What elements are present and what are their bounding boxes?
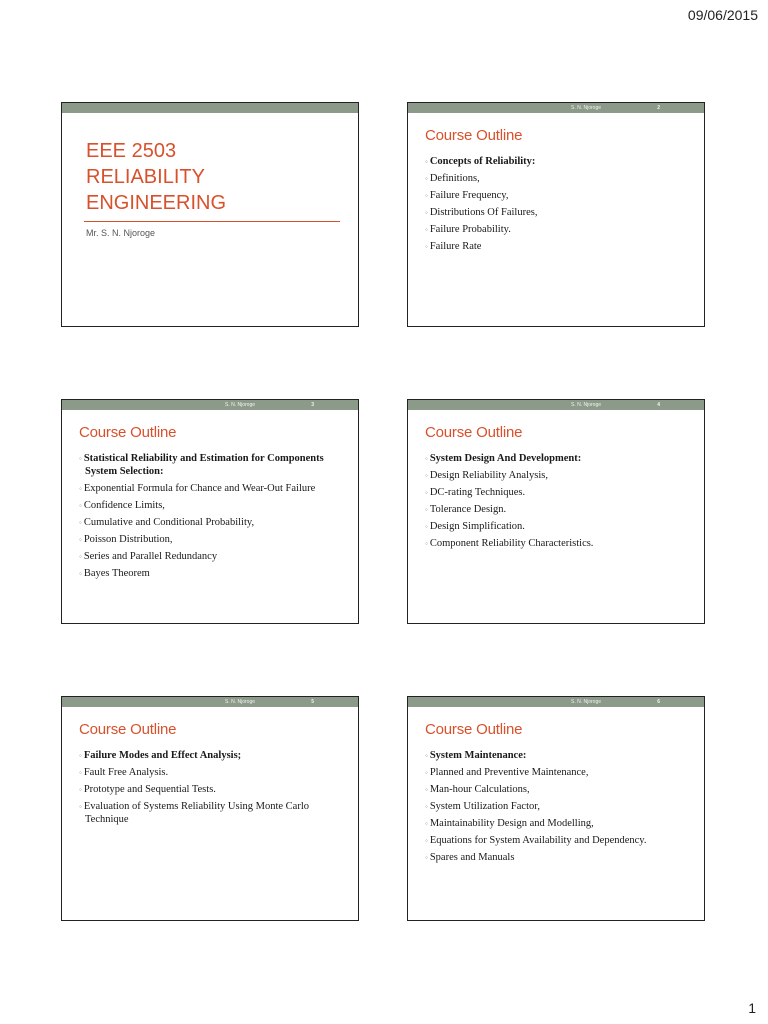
bullet-item: ◦ Man-hour Calculations, [425,784,530,795]
slide-header-bar [408,103,704,113]
bullet-item: ◦ Spares and Manuals [425,852,515,863]
bullet-item: ◦ Exponential Formula for Chance and Wear-Out Failure [79,483,316,494]
slide-header-bar [408,697,704,707]
bullet-item: ◦ System Utilization Factor, [425,801,540,812]
title-line: EEE 2503 [86,140,177,162]
bullet-item: ◦ Confidence Limits, [79,500,165,511]
slide-header-bar [408,400,704,410]
bullet-list [425,452,693,550]
slide-number: 2 [657,105,660,111]
bullet-item: ◦ Prototype and Sequential Tests. [79,784,216,795]
slide-title [86,138,358,216]
bullet-item: ◦ Failure Probability. [425,224,511,235]
bullet-list [425,155,693,253]
slide-4 [407,399,705,624]
bullet-item: ◦ Series and Parallel Redundancy [79,551,218,562]
bullet-list [79,452,347,580]
bullet-item: ◦ DC-rating Techniques. [425,487,526,498]
bullet-item: ◦ Design Reliability Analysis, [425,470,548,481]
slide-header-bar [62,697,358,707]
slide-header-bar [62,400,358,410]
title-slide [61,102,359,327]
bullet-item: ◦ Distributions Of Failures, [425,207,538,218]
slide-heading: Course Outline [425,424,523,441]
title-divider [84,221,340,222]
bullet-item: ◦ Failure Rate [425,241,482,252]
bullet-item: ◦ Bayes Theorem [79,568,150,579]
bullet-item: ◦ Failure Frequency, [425,190,509,201]
slide-heading: Course Outline [79,721,177,738]
bullet-item: ◦ Maintainability Design and Modelling, [425,818,594,829]
bullet-item: ◦ Planned and Preventive Maintenance, [425,767,589,778]
slide-6 [407,696,705,921]
bullet-list [425,749,693,864]
bullet-list [79,749,347,826]
slide-5 [61,696,359,921]
page-date: 09/06/2015 [687,7,758,23]
bullet-item: ◦ Evaluation of Systems Reliability Using Monte Carlo Technique [79,801,309,825]
slide-3 [61,399,359,624]
bullet-item: ◦ Tolerance Design. [425,504,507,515]
slide-heading: Course Outline [425,127,523,144]
slide-number: 3 [311,402,314,408]
slide-header-bar [62,103,358,113]
bullet-item: ◦ Design Simplification. [425,521,525,532]
slide-author: S. N. Njoroge [225,699,256,705]
bullet-item: ◦ Cumulative and Conditional Probability, [79,517,255,528]
bullet-item: ◦ System Maintenance: [425,750,527,761]
slide-heading: Course Outline [425,721,523,738]
bullet-item: ◦ Equations for System Availability and Dependency. [425,835,647,846]
bullet-item: ◦ Statistical Reliability and Estimation for Components System Selection: [79,453,324,477]
slide-number: 4 [657,402,660,408]
slide-number: 6 [657,699,660,705]
page-number: 1 [748,1000,756,1016]
bullet-item: ◦ Component Reliability Characteristics. [425,538,594,549]
slide-number: 5 [311,699,314,705]
slide-author: S. N. Njoroge [571,402,602,408]
title-line: RELIABILITY [86,166,205,188]
slide-author: S. N. Njoroge [225,402,256,408]
slide-subtitle: Mr. S. N. Njoroge [86,228,156,238]
bullet-item: ◦ Poisson Distribution, [79,534,173,545]
bullet-item: ◦ Definitions, [425,173,480,184]
slide-2 [407,102,705,327]
bullet-item: ◦ Fault Free Analysis. [79,767,169,778]
bullet-item: ◦ System Design And Development: [425,453,582,464]
slide-author: S. N. Njoroge [571,105,602,111]
bullet-item: ◦ Concepts of Reliability: [425,156,536,167]
slide-heading: Course Outline [79,424,177,441]
bullet-item: ◦ Failure Modes and Effect Analysis; [79,750,242,761]
title-line: ENGINEERING [86,192,227,214]
slide-author: S. N. Njoroge [571,699,602,705]
